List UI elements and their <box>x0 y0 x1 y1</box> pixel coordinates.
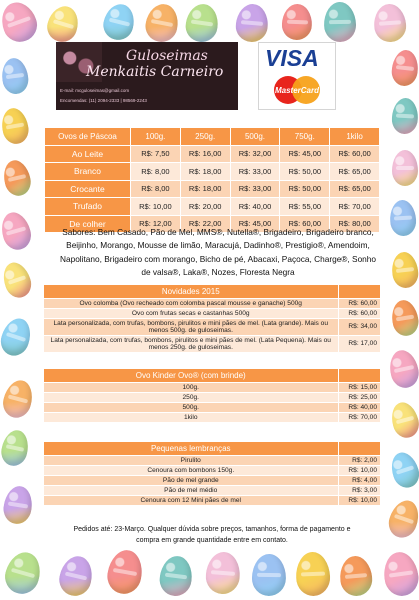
item-price: R$: 2,00 <box>338 455 380 465</box>
logo-phone: Encomendas: (11) 2094-2333 | 98569-2243 <box>60 98 147 103</box>
easter-egg-icon <box>100 1 138 43</box>
table-row <box>44 485 380 495</box>
easter-egg-icon <box>0 259 35 302</box>
price-cell: R$: 45,00 <box>280 145 330 163</box>
flavors-text: Sabores: Bem Casado, Pão de Mel, MMS®, Nutella®, Brigadeiro, Brigadeiro branco, Beijinho, Morango, Mousse de limão, Maracujá, Dadinho®, Prestigio®, Amendoim, Napolitano, Brigadeiro com morango, Bicho de pé, Abacaxi, Paçoca, Charge®, Sonho de valsa®, Laka®, Nozes, Floresta Negra <box>59 227 377 278</box>
easter-egg-icon <box>387 449 419 491</box>
easter-egg-icon <box>324 2 357 43</box>
item-description: 500g. <box>44 402 338 412</box>
section-title: Novidades 2015 <box>44 285 338 298</box>
price-cell: R$: 60,00 <box>280 215 330 233</box>
easter-egg-price-table <box>44 127 380 233</box>
table-row <box>44 308 380 318</box>
table-row <box>44 495 380 505</box>
easter-egg-icon <box>389 199 417 236</box>
price-cell: R$: 65,00 <box>330 180 380 198</box>
easter-egg-icon <box>385 496 419 541</box>
header-cell: 250g. <box>180 128 230 146</box>
mastercard-logo <box>268 76 326 108</box>
price-cell: R$: 80,00 <box>330 215 380 233</box>
easter-egg-icon <box>391 97 419 134</box>
easter-egg-icon <box>1 548 45 598</box>
header-cell: Ovos de Páscoa <box>45 128 131 146</box>
item-description: Pão de mel médio <box>44 485 338 495</box>
easter-egg-icon <box>390 251 419 290</box>
table-row <box>45 198 380 216</box>
easter-egg-icon <box>386 348 419 391</box>
payment-cards-logo <box>258 42 336 110</box>
price-cell: R$: 33,00 <box>230 180 280 198</box>
item-description: 250g. <box>44 392 338 402</box>
price-cell: R$: 65,00 <box>330 163 380 181</box>
item-price: R$: 40,00 <box>338 402 380 412</box>
easter-egg-icon <box>43 2 82 45</box>
table-row <box>44 335 380 352</box>
easter-egg-icon <box>0 209 35 253</box>
brand-logo <box>56 42 238 110</box>
price-cell: R$: 70,00 <box>330 198 380 216</box>
table-row <box>44 298 380 308</box>
easter-egg-icon <box>0 158 33 199</box>
section-header <box>44 285 380 298</box>
row-label: Ao Leite <box>45 145 131 163</box>
footer-note: Pedidos até: 23-Março. Qualquer dúvida sobre preços, tamanhos, forma de pagamento e compra em grande quantidade entre em contato. <box>73 526 351 544</box>
price-cell: R$: 50,00 <box>280 163 330 181</box>
table-row <box>44 465 380 475</box>
table-row <box>44 318 380 335</box>
price-cell: R$: 22,00 <box>180 215 230 233</box>
easter-egg-icon <box>381 550 419 598</box>
item-price: R$: 60,00 <box>338 308 380 318</box>
row-label: Crocante <box>45 180 131 198</box>
easter-egg-icon <box>392 150 418 186</box>
logo-email: E-mail: mcguloseimas@gmail.com <box>60 88 130 93</box>
price-cell: R$: 18,00 <box>180 180 230 198</box>
easter-egg-icon <box>1 484 35 526</box>
easter-egg-icon <box>143 1 182 44</box>
item-price: R$: 10,00 <box>338 465 380 475</box>
easter-egg-icon <box>373 3 408 43</box>
item-description: Pão de mel grande <box>44 475 338 485</box>
easter-egg-icon <box>0 0 42 47</box>
easter-egg-icon <box>0 57 30 96</box>
section-header-price-cell <box>338 285 380 298</box>
price-cell: R$: 7,50 <box>131 145 181 163</box>
easter-egg-icon <box>104 547 145 596</box>
price-cell: R$: 50,00 <box>280 180 330 198</box>
price-cell: R$: 45,00 <box>230 215 280 233</box>
item-price: R$: 10,00 <box>338 495 380 505</box>
price-cell: R$: 40,00 <box>230 198 280 216</box>
price-cell: R$: 18,00 <box>180 163 230 181</box>
easter-egg-icon <box>0 315 35 360</box>
easter-egg-icon <box>338 555 373 598</box>
table-row <box>44 412 380 422</box>
header-cell: 1kilo <box>330 128 380 146</box>
price-table-header <box>45 128 380 146</box>
section-title: Pequenas lembranças <box>44 442 338 455</box>
visa-logo: VISA <box>265 45 319 71</box>
item-price: R$: 15,00 <box>338 382 380 392</box>
price-cell: R$: 32,00 <box>230 145 280 163</box>
easter-egg-icon <box>0 377 36 421</box>
table-row <box>45 163 380 181</box>
table-row <box>44 402 380 412</box>
easter-egg-icon <box>0 428 31 469</box>
item-description: Cenoura com bombons 150g. <box>44 465 338 475</box>
item-description: Lata personalizada, com trufas, bombons, pirulitos e mini pães de mel. (Lata grande). Mais ou menos 500g. de guloseimas. <box>44 318 338 335</box>
table-row <box>44 455 380 465</box>
section-header-price-cell <box>338 442 380 455</box>
item-description: Ovo com frutas secas e castanhas 500g <box>44 308 338 318</box>
header-cell: 750g. <box>280 128 330 146</box>
logo-name-line2: Menkaitis Carneiro <box>86 64 224 80</box>
row-label: Branco <box>45 163 131 181</box>
item-description: Lata personalizada, com trufas, bombons, pirulitos e mini pães de mel. (Lata Pequena). Mais ou menos 250g. de guloseimas. <box>44 335 338 352</box>
easter-egg-icon <box>252 554 287 597</box>
price-cell: R$: 8,00 <box>131 180 181 198</box>
novidades-table <box>44 285 380 353</box>
section-header <box>44 442 380 455</box>
item-price: R$: 25,00 <box>338 392 380 402</box>
section-header-price-cell <box>338 369 380 382</box>
table-row <box>44 475 380 485</box>
header-cell: 500g. <box>230 128 280 146</box>
price-cell: R$: 8,00 <box>131 163 181 181</box>
easter-egg-icon <box>158 554 195 598</box>
table-row <box>44 382 380 392</box>
section-title: Ovo Kinder Ovo® (com brinde) <box>44 369 338 382</box>
row-label: Trufado <box>45 198 131 216</box>
item-price: R$: 34,00 <box>338 318 380 335</box>
easter-egg-icon <box>0 106 31 146</box>
table-row <box>45 180 380 198</box>
easter-egg-icon <box>388 399 419 441</box>
table-row <box>45 145 380 163</box>
item-price: R$: 17,00 <box>338 335 380 352</box>
row-label: De colher <box>45 215 131 233</box>
easter-egg-icon <box>234 3 269 44</box>
item-price: R$: 70,00 <box>338 412 380 422</box>
item-price: R$: 4,00 <box>338 475 380 485</box>
mastercard-label: MasterCard <box>274 86 319 95</box>
price-cell: R$: 10,00 <box>131 198 181 216</box>
item-description: 1kilo <box>44 412 338 422</box>
easter-egg-icon <box>205 551 242 595</box>
item-description: Cenoura com 12 Mini pães de mel <box>44 495 338 505</box>
price-cell: R$: 33,00 <box>230 163 280 181</box>
easter-egg-icon <box>56 553 96 599</box>
item-description: Ovo colomba (Ovo recheado com colomba pascal mousse e ganache) 500g <box>44 298 338 308</box>
easter-egg-icon <box>390 49 419 88</box>
logo-name-line1: Guloseimas <box>126 48 208 64</box>
item-description: Pirulito <box>44 455 338 465</box>
easter-egg-icon <box>184 2 221 44</box>
kinder-table <box>44 369 380 423</box>
item-description: 100g. <box>44 382 338 392</box>
section-header <box>44 369 380 382</box>
easter-egg-icon <box>295 551 331 596</box>
price-cell: R$: 16,00 <box>180 145 230 163</box>
price-cell: R$: 60,00 <box>330 145 380 163</box>
easter-egg-icon <box>281 3 312 40</box>
lembrancas-table <box>44 442 380 506</box>
price-cell: R$: 12,00 <box>131 215 181 233</box>
price-cell: R$: 55,00 <box>280 198 330 216</box>
item-price: R$: 3,00 <box>338 485 380 495</box>
item-price: R$: 60,00 <box>338 298 380 308</box>
header-cell: 100g. <box>131 128 181 146</box>
easter-egg-icon <box>389 298 419 338</box>
table-row <box>44 392 380 402</box>
price-cell: R$: 20,00 <box>180 198 230 216</box>
